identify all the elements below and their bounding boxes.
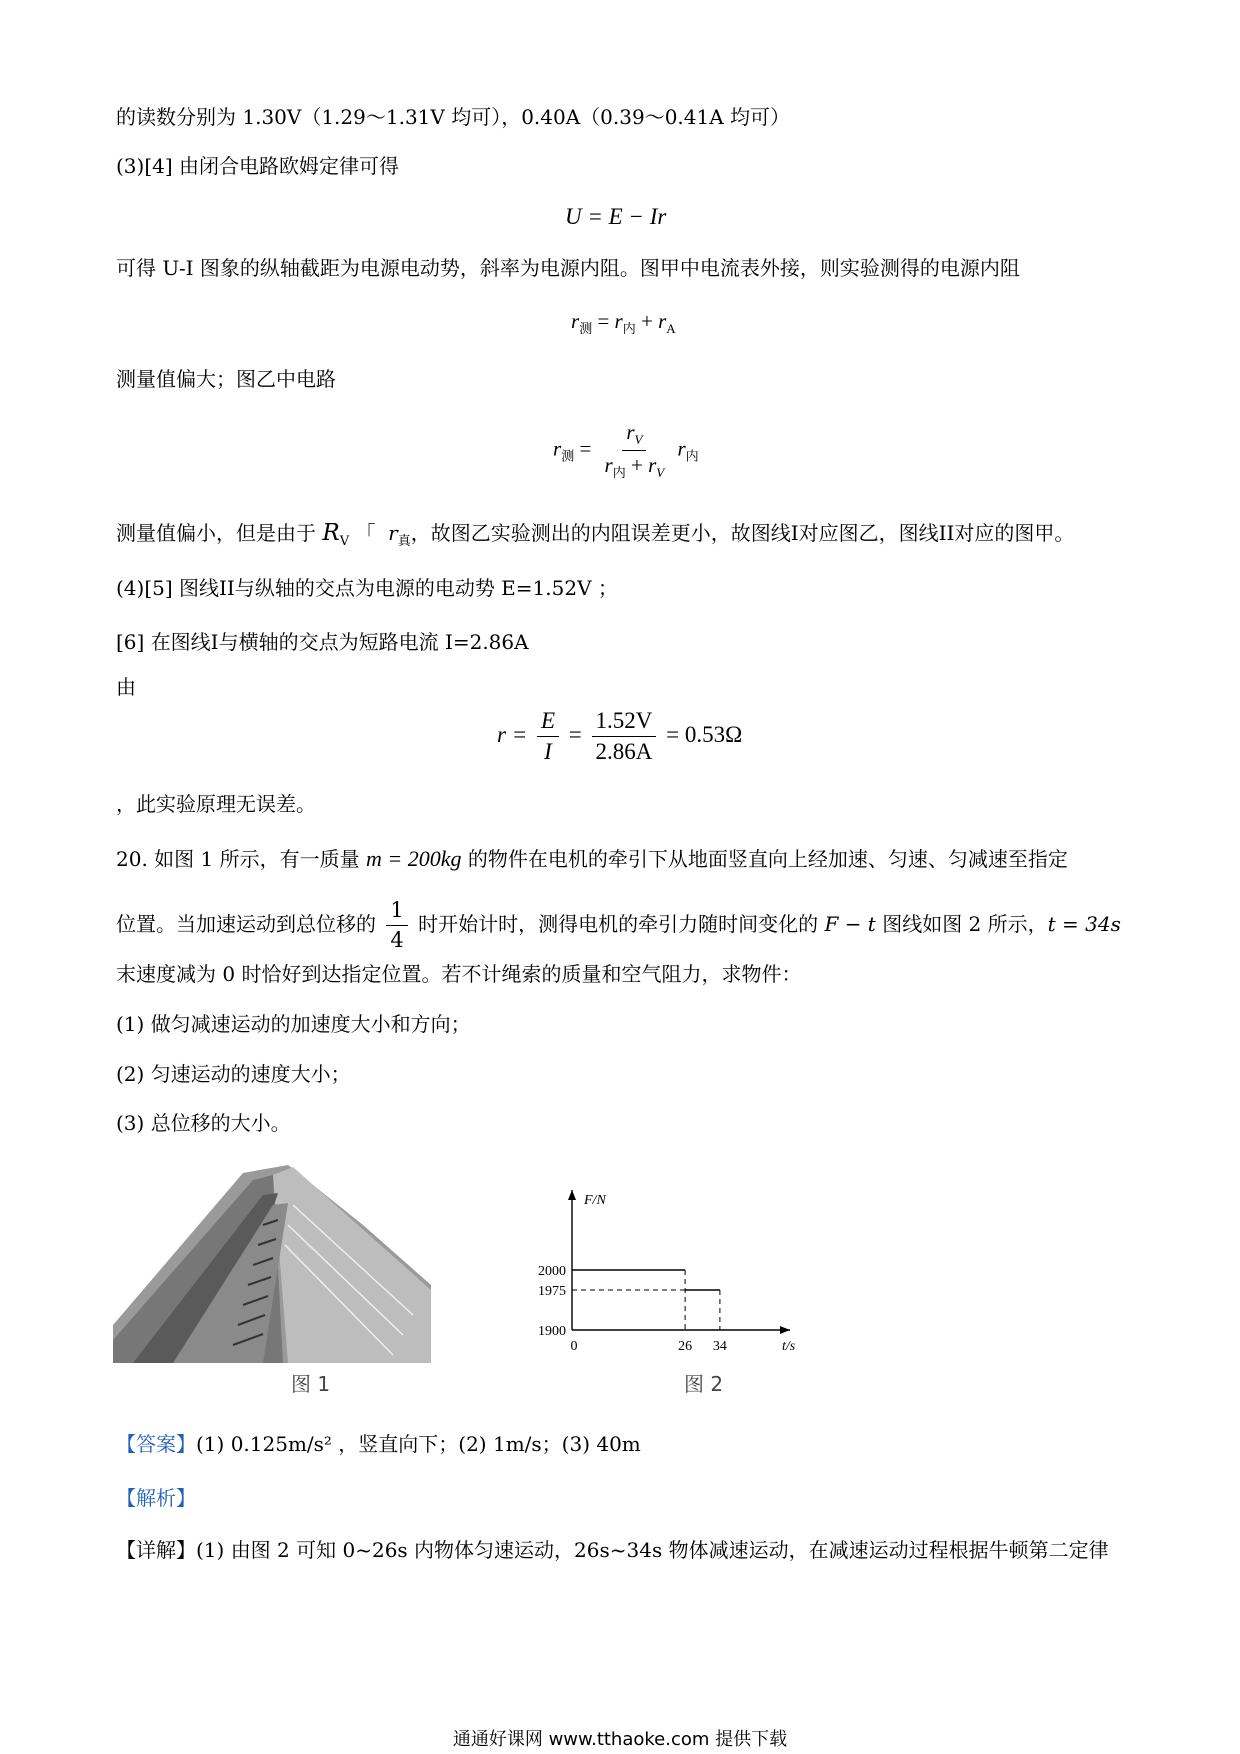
question-line-2: 位置。当加速运动到总位移的 $\frac{1}{4}$ 时开始计时，测得电机的牵引力随时间变化的 F − t 图线如图 2 所示，t = 34s [116,898,1121,953]
figure-1-caption: 图 1 [291,1372,331,1396]
equation-r-measured-b: $r_测$ = $\frac{r_V}{r_内 + r_V}$ $r_内$ [553,420,699,481]
text-line-no-error: ，此实验原理无误差。 [116,792,316,816]
analysis-heading: 【解析】 [116,1486,196,1510]
y-tick-label: 1900 [538,1324,566,1339]
equation-r-measured-a: $r_测 = r_内 + r_A$ [571,309,676,337]
x-tick-label: 34 [712,1339,727,1354]
x-tick-label: 0 [570,1339,578,1354]
x-axis-arrow [780,1326,790,1334]
question-part-1: (1) 做匀减速运动的加速度大小和方向； [116,1012,471,1036]
equation-r-result: r = $\frac{E}{I}$ = $\frac{1.52V}{2.86A}$ = 0.53Ω [497,708,743,764]
y-axis-label: F/N [584,1193,606,1208]
text-line-bias-small: 测量值偏小，但是由于 $R_V$ 「 $r_真$，故图乙实验测出的内阻误差更小，故图线I对应图乙，图线II对应的图甲。 [116,520,1075,549]
question-part-2: (2) 匀速运动的速度大小； [116,1062,351,1086]
question-part-3: (3) 总位移的大小。 [116,1111,291,1135]
text-line-short-current: [6] 在图线I与横轴的交点为短路电流 I=2.86A [116,630,529,654]
question-line-1: 20. 如图 1 所示，有一质量 m = 200kg 的物件在电机的牵引下从地面竖直向上经加速、匀速、匀减速至指定 [116,846,1068,871]
y-tick-label: 2000 [538,1264,566,1279]
y-axis-arrow [568,1190,576,1200]
text-line-3-4: (3)[4] 由闭合电路欧姆定律可得 [116,154,400,178]
detail-line: 【详解】(1) 由图 2 可知 0~26s 内物体匀速运动，26s~34s 物体减速运动，在减速运动过程根据牛顿第二定律 [116,1538,1109,1562]
text-line-bias-large: 测量值偏大；图乙中电路 [116,367,336,391]
text-line-readings: 的读数分别为 1.30V（1.29～1.31V 均可），0.40A（0.39～0.41A 均可） [116,105,791,129]
x-tick-label: 26 [678,1339,693,1354]
figure-2-caption: 图 2 [684,1372,724,1396]
text-line-emf: (4)[5] 图线II与纵轴的交点为电源的电动势 E=1.52V ； [116,576,618,600]
x-axis-label: t/s [782,1339,796,1354]
text-line-intercept: 可得 U-I 图象的纵轴截距为电源电动势，斜率为电源内阻。图甲中电流表外接，则实验测得的电源内阻 [116,256,1020,280]
building-photo [113,1165,431,1363]
text-line-you: 由 [116,675,136,699]
equation-u-e-ir: U = E − Ir [565,204,667,229]
question-line-3: 末速度减为 0 时恰好到达指定位置。若不计绳索的质量和空气阻力，求物件： [116,962,802,986]
answer-line: 【答案】(1) 0.125m/s² ，竖直向下；(2) 1m/s；(3) 40m [116,1432,641,1456]
footer-watermark: 通通好课网 www.tthaoke.com 提供下载 [452,1729,788,1750]
y-tick-label: 1975 [538,1284,566,1299]
force-time-chart [520,1178,820,1363]
